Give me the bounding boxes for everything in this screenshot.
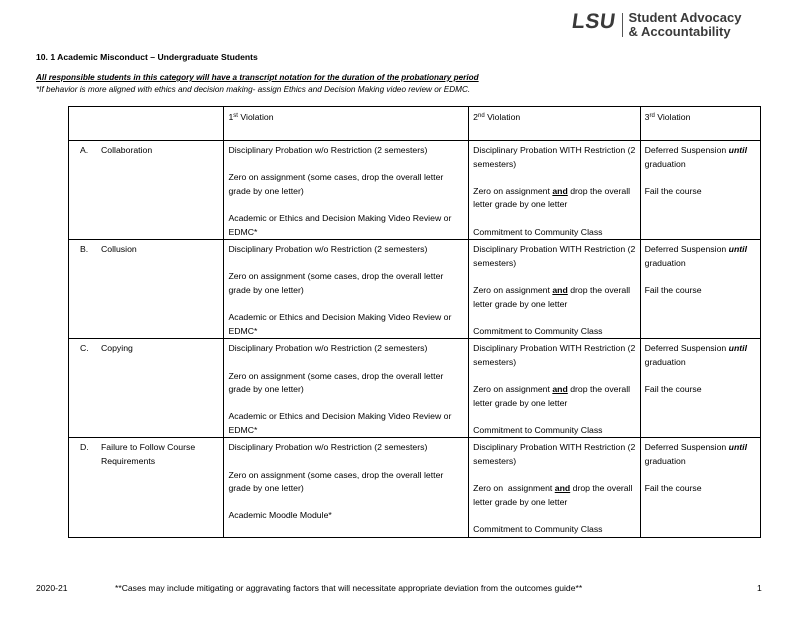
v1-review: Academic or Ethics and Decision Making Video Review or EDMC* — [228, 212, 452, 237]
v1-zero: Zero on assignment (some cases, drop the overall letter grade by one letter) — [228, 370, 444, 395]
v3-graduation: graduation — [644, 356, 686, 367]
v1-zero: Zero on assignment (some cases, drop the overall letter grade by one letter) — [228, 271, 444, 295]
header-word: Violation — [240, 112, 274, 122]
v1-review: Academic or Ethics and Decision Making Video Review or EDMC* — [228, 312, 452, 336]
v2-zero-a: Zero on assignment — [473, 384, 553, 395]
v1-review: Academic or Ethics and Decision Making Video Review or EDMC* — [228, 411, 452, 435]
header-sup: rd — [649, 113, 655, 119]
violation-1-cell — [224, 438, 469, 537]
violation-3-cell — [640, 438, 760, 537]
v1-probation: Disciplinary Probation w/o Restriction (2 semesters) — [228, 244, 428, 255]
v3-deferred-text: Deferred Suspension — [644, 442, 729, 453]
violation-3-cell — [640, 240, 760, 339]
v3-deferred — [645, 441, 757, 468]
v3-deferred — [645, 342, 757, 369]
category-name: Collaboration — [101, 145, 153, 155]
v2-zero-b: drop the overall letter grade by one letter — [473, 284, 631, 309]
violation-2-cell — [469, 141, 640, 240]
v3-graduation: graduation — [644, 158, 686, 169]
v2-and: and — [552, 284, 568, 295]
v2-zero — [473, 284, 636, 311]
header-num: 2 — [473, 112, 478, 122]
v2-community: Commitment to Community Class — [473, 524, 603, 535]
page-number: 1 — [757, 583, 762, 593]
v2-probation: Disciplinary Probation WITH Restriction (2 semesters) — [473, 442, 636, 467]
header-word: Violation — [487, 112, 521, 122]
ethics-note: *If behavior is more aligned with ethics and decision making- assign Ethics and Decision Making video review or EDMC. — [36, 85, 471, 94]
logo-divider — [622, 13, 623, 37]
table-row — [69, 240, 761, 339]
sanctions-table — [68, 106, 761, 538]
section-title: 10. 1 Academic Misconduct – Undergraduate Students — [36, 52, 258, 62]
v3-fail: Fail the course — [644, 483, 702, 494]
violation-1-cell — [224, 339, 469, 438]
v3-deferred — [645, 144, 757, 171]
v3-graduation: graduation — [644, 257, 686, 268]
v1-zero: Zero on assignment (some cases, drop the overall letter grade by one letter) — [228, 469, 444, 494]
violation-2-cell — [469, 438, 640, 537]
v2-zero-a: Zero on assignment — [473, 284, 553, 295]
category-letter: D. — [80, 442, 89, 453]
footer-year: 2020-21 — [36, 583, 68, 593]
v2-community: Commitment to Community Class — [473, 424, 603, 435]
v1-probation: Disciplinary Probation w/o Restriction (2 semesters) — [228, 442, 428, 453]
header-violation-2 — [469, 107, 640, 141]
v2-zero-a: Zero on assignment — [473, 483, 555, 494]
logo-line-1: Student Advocacy — [628, 10, 742, 25]
violation-2-cell — [469, 339, 640, 438]
v2-and: and — [554, 483, 571, 494]
v3-deferred-text: Deferred Suspension — [644, 244, 729, 255]
v2-probation: Disciplinary Probation WITH Restriction (2 semesters) — [473, 244, 636, 268]
v2-zero — [473, 383, 636, 410]
v1-probation: Disciplinary Probation w/o Restriction (2 semesters) — [228, 145, 428, 155]
header-num: 3 — [644, 112, 650, 122]
v2-community: Commitment to Community Class — [473, 226, 603, 237]
v2-and: and — [552, 185, 568, 196]
category-cell — [69, 438, 224, 537]
v3-deferred — [645, 243, 757, 270]
footer-note: **Cases may include mitigating or aggravating factors that will necessitate appropriate deviation from the outcomes guide** — [115, 583, 583, 593]
header-violation-3 — [640, 107, 760, 141]
table-row — [69, 141, 761, 240]
v2-zero-b: drop the overall letter grade by one letter — [473, 185, 631, 210]
header-num: 1 — [228, 112, 234, 122]
violation-2-cell — [469, 240, 640, 339]
header-sup: st — [233, 113, 238, 119]
v2-probation: Disciplinary Probation WITH Restriction (2 semesters) — [473, 343, 636, 367]
v2-zero-b: drop the overall letter grade by one letter — [473, 384, 631, 408]
v3-until: until — [728, 442, 747, 453]
table-row — [69, 339, 761, 438]
category-letter: C. — [80, 343, 89, 354]
table-header-row — [69, 107, 761, 141]
category-cell — [69, 141, 224, 240]
header-blank-cell — [69, 107, 224, 141]
v3-deferred-text: Deferred Suspension — [644, 343, 729, 354]
category-name: Failure to Follow Course Requirements — [101, 442, 196, 467]
v1-zero: Zero on assignment (some cases, drop the overall letter grade by one letter) — [228, 172, 444, 196]
v3-deferred-text: Deferred Suspension — [644, 145, 729, 155]
v2-community: Commitment to Community Class — [473, 325, 603, 336]
v3-fail: Fail the course — [644, 185, 702, 196]
category-cell — [69, 339, 224, 438]
violation-1-cell — [224, 240, 469, 339]
category-name: Copying — [101, 343, 133, 354]
category-letter: A. — [80, 145, 89, 155]
violation-3-cell — [640, 141, 760, 240]
logo-mark: LSU — [570, 10, 618, 33]
v3-graduation: graduation — [644, 456, 686, 467]
v2-zero-a: Zero on assignment — [473, 185, 553, 196]
lsu-logo — [572, 11, 741, 39]
header-sup: nd — [477, 113, 485, 119]
v2-zero-b: drop the overall letter grade by one letter — [473, 483, 633, 507]
v2-and: and — [552, 384, 568, 395]
table-row — [69, 438, 761, 537]
v3-until: until — [728, 343, 747, 354]
violation-3-cell — [640, 339, 760, 438]
header-violation-1 — [224, 107, 469, 141]
category-cell — [69, 240, 224, 339]
v2-zero — [473, 185, 636, 212]
v2-probation: Disciplinary Probation WITH Restriction (2 semesters) — [473, 145, 636, 169]
v1-probation: Disciplinary Probation w/o Restriction (2 semesters) — [228, 343, 428, 354]
logo-text — [629, 11, 742, 39]
header-word: Violation — [657, 112, 691, 122]
v2-zero — [473, 482, 636, 509]
v1-module: Academic Moodle Module* — [228, 510, 332, 521]
transcript-note: All responsible students in this category will have a transcript notation for the duration of the probationary period — [36, 73, 479, 82]
category-letter: B. — [80, 244, 89, 255]
v3-fail: Fail the course — [644, 384, 702, 395]
violation-1-cell — [224, 141, 469, 240]
v3-until: until — [728, 145, 747, 155]
category-name: Collusion — [101, 244, 137, 255]
v3-fail: Fail the course — [644, 284, 702, 295]
v3-until: until — [728, 244, 747, 255]
logo-line-2: & Accountability — [628, 24, 731, 39]
